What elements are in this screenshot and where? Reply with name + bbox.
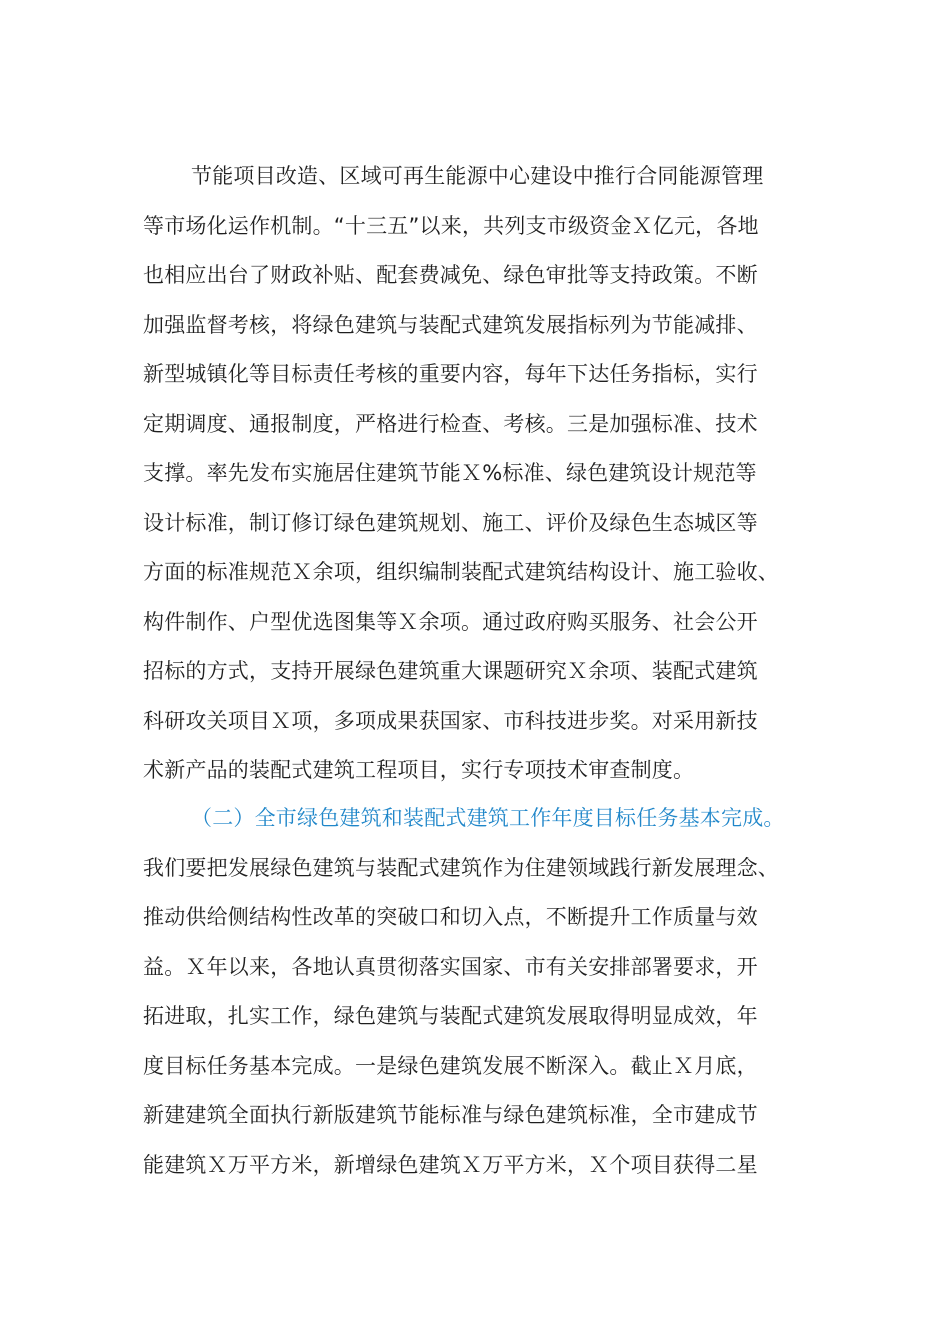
text-line: 节能项目改造、区域可再生能源中心建设中推行合同能源管理 xyxy=(191,164,764,188)
text-line: 定期调度、通报制度，严格进行检查、考核。三是加强标准、技术 xyxy=(143,411,758,436)
body-paragraph-1 xyxy=(143,152,803,796)
text-line: 也相应出台了财政补贴、配套费减免、绿色审批等支持政策。不断 xyxy=(143,263,758,287)
text-line: 构件制作、户型优选图集等Ｘ余项。通过政府购买服务、社会公开 xyxy=(143,609,758,634)
text-line: 术新产品的装配式建筑工程项目，实行专项技术审查制度。 xyxy=(143,758,695,782)
text-line: 度目标任务基本完成。一是绿色建筑发展不断深入。截止Ｘ月底， xyxy=(143,1053,758,1078)
text-line: 新型城镇化等目标责任考核的重要内容，每年下达任务指标，实行 xyxy=(143,362,758,386)
text-line: 我们要把发展绿色建筑与装配式建筑作为住建领域践行新发展理念、 xyxy=(143,855,779,880)
text-line: 设计标准，制订修订绿色建筑规划、施工、评价及绿色生态城区等 xyxy=(143,510,758,535)
section-heading: （二）全市绿色建筑和装配式建筑工作年度目标任务基本完成。 xyxy=(191,806,785,830)
text-line: 加强监督考核，将绿色建筑与装配式建筑发展指标列为节能减排、 xyxy=(143,312,758,337)
text-line: 等市场化运作机制。“十三五”以来，共列支市级资金Ｘ亿元，各地 xyxy=(143,213,759,238)
text-line: 新建建筑全面执行新版建筑节能标准与绿色建筑标准，全市建成节 xyxy=(143,1103,758,1127)
text-line: 方面的标准规范Ｘ余项，组织编制装配式建筑结构设计、施工验收、 xyxy=(143,560,779,584)
text-line: 拓进取，扎实工作，绿色建筑与装配式建筑发展取得明显成效，年 xyxy=(143,1004,758,1028)
text-line: 科研攻关项目Ｘ项，多项成果获国家、市科技进步奖。对采用新技 xyxy=(143,708,758,733)
text-line: 益。Ｘ年以来，各地认真贯彻落实国家、市有关安排部署要求，开 xyxy=(143,954,758,979)
text-line: 支撑。率先发布实施居住建筑节能Ｘ%标准、绿色建筑设计规范等 xyxy=(143,461,757,485)
text-line: 招标的方式，支持开展绿色建筑重大课题研究Ｘ余项、装配式建筑 xyxy=(143,659,758,683)
text-line: 推动供给侧结构性改革的突破口和切入点，不断提升工作质量与效 xyxy=(143,905,758,929)
body-paragraph-2 xyxy=(143,794,803,1190)
text-line: 能建筑Ｘ万平方米，新增绿色建筑Ｘ万平方米，Ｘ个项目获得二星 xyxy=(143,1152,758,1177)
